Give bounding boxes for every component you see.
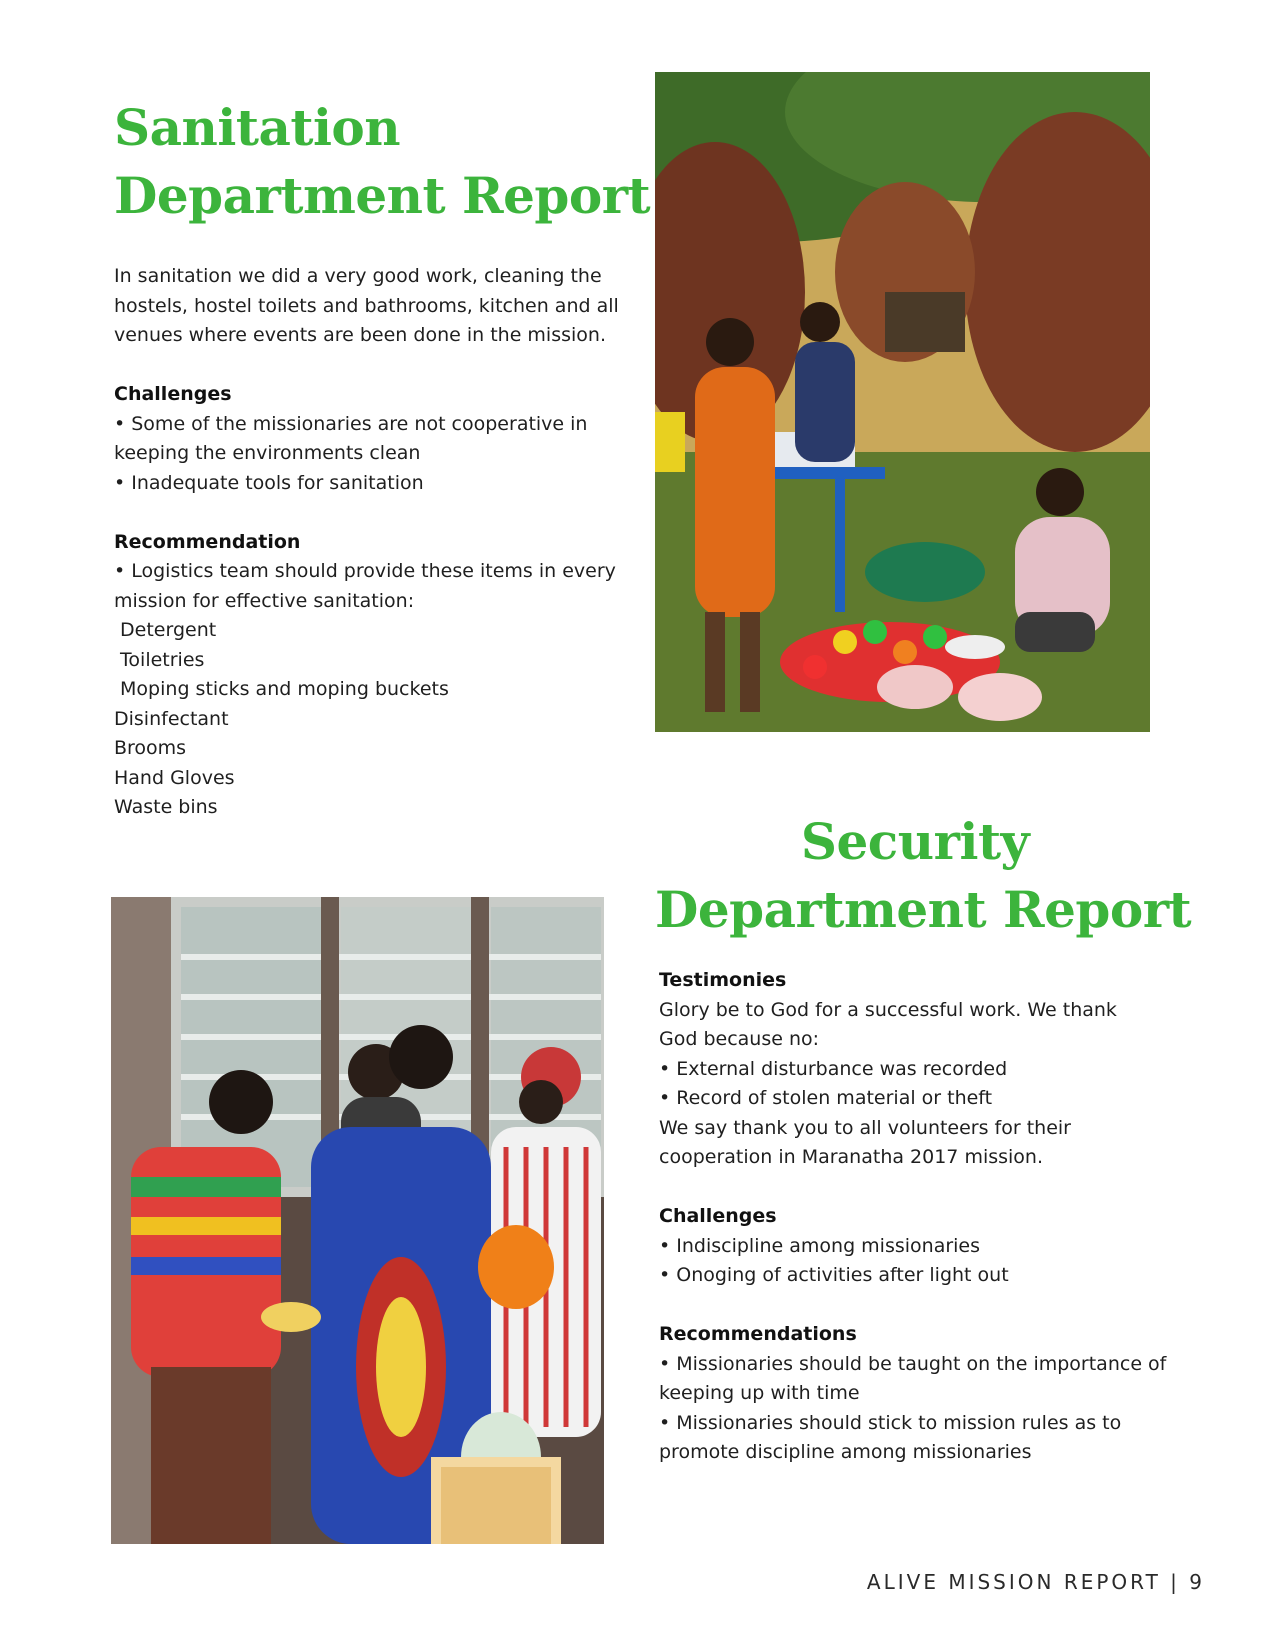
security-title-line1: Security [800, 812, 1030, 871]
sanitation-intro-line: hostels, hostel toilets and bathrooms, kitchen and all [114, 294, 619, 317]
sanitation-photo [655, 72, 1150, 732]
kitchen-photo [111, 897, 604, 1544]
sanitation-recommendation-line: Disinfectant [114, 707, 229, 730]
security-testimony-line: We say thank you to all volunteers for their [659, 1116, 1071, 1139]
security-testimony-line: • External disturbance was recorded [659, 1057, 1008, 1080]
security-recommendation-line: • Missionaries should stick to mission rules as to [659, 1411, 1122, 1434]
sanitation-title-line2: Department Report [114, 166, 651, 225]
security-challenge-line: • Onoging of activities after light out [659, 1264, 1009, 1286]
sanitation-challenge-line: • Some of the missionaries are not cooperative in [114, 412, 588, 435]
sanitation-title [114, 94, 651, 230]
security-title-line2: Department Report [655, 880, 1192, 939]
security-testimony-line: God because no: [659, 1028, 820, 1050]
sanitation-challenge-line: keeping the environments clean [114, 442, 421, 464]
security-testimonies-heading: Testimonies [659, 969, 787, 991]
security-recommendations-heading: Recommendations [659, 1323, 857, 1345]
security-title [655, 808, 1192, 944]
sanitation-title-line1: Sanitation [114, 98, 401, 157]
security-testimony-line: • Record of stolen material or theft [659, 1087, 993, 1109]
security-recommendation-line: • Missionaries should be taught on the importance of [659, 1352, 1167, 1375]
sanitation-recommendation-line: mission for effective sanitation: [114, 589, 415, 612]
security-testimony-line: Glory be to God for a successful work. We thank [659, 998, 1117, 1021]
sanitation-photo-image [655, 72, 1150, 732]
kitchen-photo-image [111, 897, 604, 1544]
sanitation-recommendation-line: Toiletries [114, 648, 205, 671]
sanitation-recommendation-line: Brooms [114, 737, 187, 759]
sanitation-recommendation-line: • Logistics team should provide these items in every [114, 560, 616, 582]
security-testimony-line: cooperation in Maranatha 2017 mission. [659, 1146, 1044, 1168]
security-challenges-heading: Challenges [659, 1205, 777, 1227]
security-recommendation-line: promote discipline among missionaries [659, 1441, 1032, 1463]
page-footer: ALIVE MISSION REPORT | 9 [866, 1570, 1205, 1594]
security-challenge-line: • Indiscipline among missionaries [659, 1234, 981, 1257]
sanitation-body [114, 262, 634, 823]
security-body [659, 966, 1179, 1468]
sanitation-recommendation-line: Moping sticks and moping buckets [114, 678, 449, 700]
sanitation-recommendation-line: Waste bins [114, 796, 218, 818]
sanitation-recommendation-line: Detergent [114, 619, 217, 641]
sanitation-recommendation-heading: Recommendation [114, 530, 301, 553]
sanitation-intro-line: venues where events are been done in the mission. [114, 324, 606, 346]
security-recommendation-line: keeping up with time [659, 1382, 860, 1404]
sanitation-intro-line: In sanitation we did a very good work, cleaning the [114, 265, 602, 287]
sanitation-challenge-line: • Inadequate tools for sanitation [114, 471, 424, 494]
sanitation-challenges-heading: Challenges [114, 383, 232, 405]
sanitation-recommendation-line: Hand Gloves [114, 766, 235, 789]
